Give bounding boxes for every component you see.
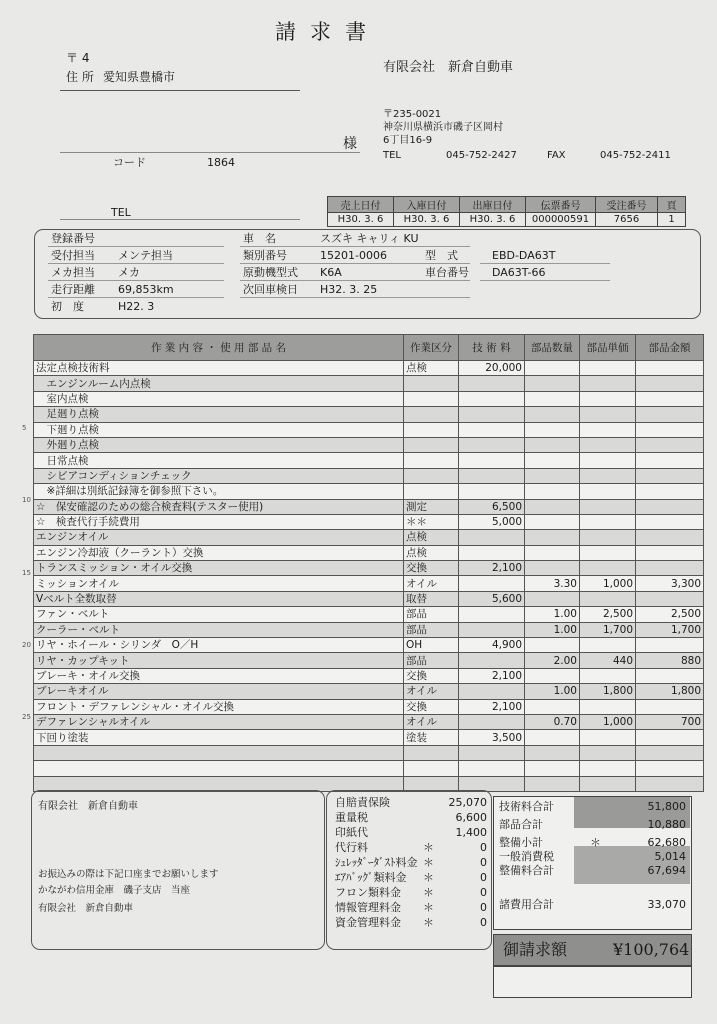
table-row — [34, 714, 704, 729]
fee-label: ｼｭﾚｯﾀﾞｰﾀﾞｽﾄ料金 — [335, 856, 418, 869]
total-label: 技術料合計 — [499, 800, 554, 813]
mileage-value: 69,853km — [118, 283, 174, 296]
work-type: 点検 — [404, 530, 459, 545]
item-name: トランスミッション・オイル交換 — [34, 561, 404, 576]
labor-fee: 3,500 — [459, 730, 525, 745]
total-label: 整備料合計 — [499, 864, 554, 877]
chassis-label: 車台番号 — [425, 266, 469, 279]
labor-fee: 5,600 — [459, 591, 525, 606]
fee-mark: ＊ — [423, 901, 434, 914]
col-header: 技 術 料 — [459, 335, 525, 361]
work-type: 交換 — [404, 561, 459, 576]
line-number: 5 — [22, 424, 27, 432]
fee-value: 0 — [480, 871, 487, 884]
unit-price — [580, 745, 636, 760]
stamp-box — [493, 966, 692, 998]
fee-mark: ＊ — [423, 886, 434, 899]
grand-total-value: ¥100,764 — [613, 940, 690, 959]
total-value: 67,694 — [647, 864, 686, 877]
part-amount: 700 — [636, 714, 704, 729]
labor-fee — [459, 391, 525, 406]
part-amount — [636, 545, 704, 560]
table-row — [34, 761, 704, 776]
labor-fee — [459, 530, 525, 545]
class-label: 類別番号 — [243, 249, 287, 262]
unit-price — [580, 591, 636, 606]
unit-price — [580, 668, 636, 683]
table-row — [34, 361, 704, 376]
reception-label: 受付担当 — [51, 249, 95, 262]
unit-price — [580, 437, 636, 452]
part-amount — [636, 422, 704, 437]
slip-value: H30. 3. 6 — [460, 213, 526, 227]
item-name: デファレンシャルオイル — [34, 714, 404, 729]
slip-header: 伝票番号 — [526, 197, 596, 213]
fee-label: フロン類料金 — [335, 886, 401, 899]
labor-fee — [459, 453, 525, 468]
line-number: 15 — [22, 569, 31, 577]
labor-fee: 20,000 — [459, 361, 525, 376]
part-amount — [636, 530, 704, 545]
part-qty — [525, 761, 580, 776]
total-value: 33,070 — [647, 898, 686, 911]
item-name: フロント・デファレンシャル・オイル交換 — [34, 699, 404, 714]
mileage-label: 走行距離 — [51, 283, 95, 296]
col-header: 部品単価 — [580, 335, 636, 361]
mech-label: メカ担当 — [51, 266, 95, 279]
table-row — [34, 591, 704, 606]
item-name: リヤ・ホイール・シリンダ O／H — [34, 638, 404, 653]
labor-fee — [459, 745, 525, 760]
part-amount — [636, 699, 704, 714]
labor-fee — [459, 484, 525, 499]
labor-fee — [459, 468, 525, 483]
item-name: 下回り塗装 — [34, 730, 404, 745]
labor-fee — [459, 576, 525, 591]
labor-fee — [459, 653, 525, 668]
work-type: OH — [404, 638, 459, 653]
labor-fee — [459, 376, 525, 391]
table-row — [34, 745, 704, 760]
part-qty — [525, 530, 580, 545]
fee-value: 0 — [480, 856, 487, 869]
item-name: ブレーキ・オイル交換 — [34, 668, 404, 683]
unit-price — [580, 376, 636, 391]
slip-value: 1 — [658, 213, 686, 227]
unit-price — [580, 730, 636, 745]
item-name: ☆ 保安確認のための総合検査料(テスター使用) — [34, 499, 404, 514]
part-amount — [636, 514, 704, 529]
labor-fee — [459, 545, 525, 560]
part-amount: 880 — [636, 653, 704, 668]
footer-company: 有限会社 新倉自動車 — [38, 801, 138, 812]
slip-header: 頁 — [658, 197, 686, 213]
work-type — [404, 468, 459, 483]
labor-fee: 2,100 — [459, 561, 525, 576]
unit-price — [580, 514, 636, 529]
part-qty — [525, 499, 580, 514]
part-amount — [636, 561, 704, 576]
fee-label: 資金管理料金 — [335, 916, 401, 929]
car-value: スズキ キャリィ KU — [320, 232, 419, 245]
item-name: ※詳細は別紙記録簿を御参照下さい。 — [34, 484, 404, 499]
table-row — [34, 422, 704, 437]
table-row — [34, 576, 704, 591]
engine-label: 原動機型式 — [243, 266, 298, 279]
part-qty — [525, 561, 580, 576]
customer-honorific: 様 — [343, 136, 357, 152]
labor-fee — [459, 607, 525, 622]
work-table — [33, 334, 704, 792]
item-name: エンジンルーム内点検 — [34, 376, 404, 391]
unit-price — [580, 361, 636, 376]
unit-price — [580, 422, 636, 437]
company-name: 有限会社 新倉自動車 — [383, 60, 514, 75]
table-row — [34, 437, 704, 452]
bank-account: かながわ信用金庫 磯子支店 当座 — [38, 885, 191, 896]
col-header: 作業区分 — [404, 335, 459, 361]
work-type — [404, 376, 459, 391]
unit-price: 1,000 — [580, 714, 636, 729]
table-row — [34, 730, 704, 745]
car-label: 車 名 — [243, 232, 276, 245]
total-value: 62,680 — [647, 836, 686, 849]
table-row — [34, 453, 704, 468]
part-qty — [525, 376, 580, 391]
part-qty — [525, 730, 580, 745]
fee-mark: ＊ — [423, 841, 434, 854]
table-row — [34, 407, 704, 422]
work-type — [404, 391, 459, 406]
first-reg-value: H22. 3 — [118, 300, 155, 313]
part-qty: 1.00 — [525, 622, 580, 637]
col-header: 作 業 内 容 ・ 使 用 部 品 名 — [34, 335, 404, 361]
grand-total-label: 御請求額 — [503, 940, 568, 959]
table-row — [34, 561, 704, 576]
unit-price — [580, 776, 636, 791]
part-amount — [636, 499, 704, 514]
inspect-value: H32. 3. 25 — [320, 283, 378, 296]
table-row — [34, 622, 704, 637]
part-amount — [636, 638, 704, 653]
part-amount — [636, 776, 704, 791]
customer-code-label: コード — [113, 156, 146, 169]
part-amount: 2,500 — [636, 607, 704, 622]
item-name: エンジン冷却液（クーラント）交換 — [34, 545, 404, 560]
work-type — [404, 437, 459, 452]
part-qty — [525, 407, 580, 422]
chassis-value: DA63T-66 — [492, 266, 546, 279]
part-amount — [636, 761, 704, 776]
invoice-title: 請求書 — [275, 20, 380, 44]
part-qty — [525, 468, 580, 483]
part-qty — [525, 514, 580, 529]
customer-code: 1864 — [207, 156, 235, 169]
part-amount: 3,300 — [636, 576, 704, 591]
work-type: 取替 — [404, 591, 459, 606]
unit-price — [580, 484, 636, 499]
work-type: 点検 — [404, 361, 459, 376]
fee-value: 1,400 — [455, 826, 487, 839]
work-type: 点検 — [404, 545, 459, 560]
work-type — [404, 745, 459, 760]
unit-price — [580, 407, 636, 422]
table-row — [34, 484, 704, 499]
work-type — [404, 761, 459, 776]
table-row — [34, 391, 704, 406]
total-label: 整備小計 — [499, 836, 543, 849]
labor-fee: 2,100 — [459, 699, 525, 714]
part-qty — [525, 668, 580, 683]
fee-value: 0 — [480, 841, 487, 854]
part-qty: 1.00 — [525, 684, 580, 699]
part-amount: 1,700 — [636, 622, 704, 637]
table-row — [34, 653, 704, 668]
labor-fee — [459, 714, 525, 729]
unit-price — [580, 530, 636, 545]
table-row — [34, 468, 704, 483]
fee-label: 情報管理料金 — [335, 901, 401, 914]
table-row — [34, 699, 704, 714]
item-name: 日常点検 — [34, 453, 404, 468]
work-type — [404, 407, 459, 422]
part-qty — [525, 638, 580, 653]
table-row — [34, 607, 704, 622]
fee-value: 0 — [480, 916, 487, 929]
work-type — [404, 453, 459, 468]
part-qty: 1.00 — [525, 607, 580, 622]
table-row — [34, 530, 704, 545]
col-header: 部品金額 — [636, 335, 704, 361]
labor-fee — [459, 622, 525, 637]
item-name: ☆ 検査代行手続費用 — [34, 514, 404, 529]
unit-price — [580, 468, 636, 483]
work-type: オイル — [404, 684, 459, 699]
col-header: 部品数量 — [525, 335, 580, 361]
work-type: 交換 — [404, 668, 459, 683]
company-tel-label: TEL — [383, 150, 401, 161]
fee-label: 印紙代 — [335, 826, 368, 839]
fee-value: 0 — [480, 901, 487, 914]
total-value: 10,880 — [647, 818, 686, 831]
model-label: 型 式 — [425, 249, 458, 262]
unit-price — [580, 545, 636, 560]
work-type — [404, 484, 459, 499]
line-number: 25 — [22, 713, 31, 721]
unit-price — [580, 453, 636, 468]
item-name — [34, 761, 404, 776]
fee-label: 自賠責保険 — [335, 796, 390, 809]
fee-mark: ＊ — [423, 871, 434, 884]
item-name — [34, 745, 404, 760]
part-amount — [636, 453, 704, 468]
company-fax-label: FAX — [547, 150, 566, 161]
slip-value: H30. 3. 6 — [328, 213, 394, 227]
part-amount — [636, 376, 704, 391]
customer-address: 愛知県豊橋市 — [103, 70, 176, 84]
labor-fee — [459, 437, 525, 452]
work-type — [404, 422, 459, 437]
work-type: オイル — [404, 714, 459, 729]
work-type: 部品 — [404, 653, 459, 668]
item-name: 下廻り点検 — [34, 422, 404, 437]
labor-fee — [459, 422, 525, 437]
part-amount — [636, 730, 704, 745]
engine-value: K6A — [320, 266, 342, 279]
table-row — [34, 638, 704, 653]
table-row — [34, 376, 704, 391]
fee-value: 6,600 — [455, 811, 487, 824]
part-qty: 2.00 — [525, 653, 580, 668]
unit-price: 2,500 — [580, 607, 636, 622]
company-fax: 045-752-2411 — [600, 150, 671, 161]
item-name: エンジンオイル — [34, 530, 404, 545]
part-qty — [525, 361, 580, 376]
labor-fee: 2,100 — [459, 668, 525, 683]
reg-label: 登録番号 — [51, 232, 95, 245]
item-name: 足廻り点検 — [34, 407, 404, 422]
total-mark: ＊ — [590, 836, 601, 849]
part-qty — [525, 437, 580, 452]
unit-price — [580, 761, 636, 776]
first-reg-label: 初 度 — [51, 300, 84, 313]
fee-label: 重量税 — [335, 811, 368, 824]
part-qty — [525, 391, 580, 406]
inspect-label: 次回車検日 — [243, 283, 298, 296]
part-amount — [636, 437, 704, 452]
item-name: 外廻り点検 — [34, 437, 404, 452]
work-type: オイル — [404, 576, 459, 591]
item-name: ブレーキオイル — [34, 684, 404, 699]
unit-price — [580, 561, 636, 576]
fee-value: 25,070 — [448, 796, 487, 809]
part-qty — [525, 484, 580, 499]
part-qty — [525, 545, 580, 560]
slip-header: 出庫日付 — [460, 197, 526, 213]
part-qty — [525, 453, 580, 468]
work-type: ＊＊ — [404, 514, 459, 529]
table-row — [34, 668, 704, 683]
total-label: 一般消費税 — [499, 850, 554, 863]
unit-price — [580, 499, 636, 514]
bank-holder: 有限会社 新倉自動車 — [38, 903, 134, 914]
unit-price: 1,000 — [580, 576, 636, 591]
table-row — [34, 545, 704, 560]
item-name: ミッションオイル — [34, 576, 404, 591]
part-qty — [525, 745, 580, 760]
part-amount — [636, 361, 704, 376]
table-row — [34, 514, 704, 529]
part-amount — [636, 668, 704, 683]
total-label: 部品合計 — [499, 818, 543, 831]
line-number: 10 — [22, 496, 31, 504]
slip-header: 売上日付 — [328, 197, 394, 213]
labor-fee — [459, 407, 525, 422]
part-qty — [525, 591, 580, 606]
item-name: シビアコンディションチェック — [34, 468, 404, 483]
unit-price: 1,700 — [580, 622, 636, 637]
part-amount — [636, 484, 704, 499]
class-value: 15201-0006 — [320, 249, 387, 262]
fee-label: 代行料 — [335, 841, 368, 854]
part-qty: 3.30 — [525, 576, 580, 591]
company-postal: 〒235-0021 — [383, 109, 442, 120]
part-qty: 0.70 — [525, 714, 580, 729]
total-value: 5,014 — [654, 850, 686, 863]
slip-table — [327, 196, 686, 227]
item-name: リヤ・カップキット — [34, 653, 404, 668]
fee-mark: ＊ — [423, 916, 434, 929]
customer-postal: 〒 4 — [66, 51, 90, 65]
total-label: 諸費用合計 — [499, 898, 554, 911]
table-row — [34, 684, 704, 699]
work-type: 部品 — [404, 607, 459, 622]
unit-price: 1,800 — [580, 684, 636, 699]
labor-fee: 5,000 — [459, 514, 525, 529]
part-amount — [636, 407, 704, 422]
part-amount — [636, 391, 704, 406]
company-tel: 045-752-2427 — [446, 150, 517, 161]
item-name: クーラー・ベルト — [34, 622, 404, 637]
unit-price — [580, 391, 636, 406]
customer-tel-label: TEL — [111, 206, 131, 219]
part-qty — [525, 422, 580, 437]
unit-price — [580, 638, 636, 653]
bank-note: お振込みの際は下記口座までお願いします — [38, 869, 219, 880]
part-amount: 1,800 — [636, 684, 704, 699]
slip-value: H30. 3. 6 — [394, 213, 460, 227]
item-name: ファン・ベルト — [34, 607, 404, 622]
slip-header: 受注番号 — [596, 197, 658, 213]
customer-address-label: 住 所 — [66, 70, 94, 84]
labor-fee: 4,900 — [459, 638, 525, 653]
unit-price — [580, 699, 636, 714]
labor-fee: 6,500 — [459, 499, 525, 514]
part-amount — [636, 745, 704, 760]
unit-price: 440 — [580, 653, 636, 668]
table-row — [34, 499, 704, 514]
mech-value: メカ — [118, 266, 140, 279]
fee-mark: ＊ — [423, 856, 434, 869]
item-name: 法定点検技術料 — [34, 361, 404, 376]
part-qty — [525, 776, 580, 791]
labor-fee — [459, 761, 525, 776]
part-qty — [525, 699, 580, 714]
work-type: 交換 — [404, 699, 459, 714]
item-name: 室内点検 — [34, 391, 404, 406]
slip-header: 入庫日付 — [394, 197, 460, 213]
slip-value: 000000591 — [526, 213, 596, 227]
slip-value: 7656 — [596, 213, 658, 227]
labor-fee — [459, 684, 525, 699]
work-type: 部品 — [404, 622, 459, 637]
fee-value: 0 — [480, 886, 487, 899]
company-address2: 6丁目16-9 — [383, 135, 433, 146]
work-type: 塗装 — [404, 730, 459, 745]
part-amount — [636, 468, 704, 483]
company-address1: 神奈川県横浜市磯子区岡村 — [383, 122, 503, 133]
reception-value: メンテ担当 — [118, 249, 173, 262]
total-value: 51,800 — [647, 800, 686, 813]
model-value: EBD-DA63T — [492, 249, 556, 262]
work-type: 測定 — [404, 499, 459, 514]
part-amount — [636, 591, 704, 606]
fee-label: ｴｱﾊﾞｯｸﾞ類料金 — [335, 871, 407, 884]
item-name: Vベルト全数取替 — [34, 591, 404, 606]
line-number: 20 — [22, 641, 31, 649]
